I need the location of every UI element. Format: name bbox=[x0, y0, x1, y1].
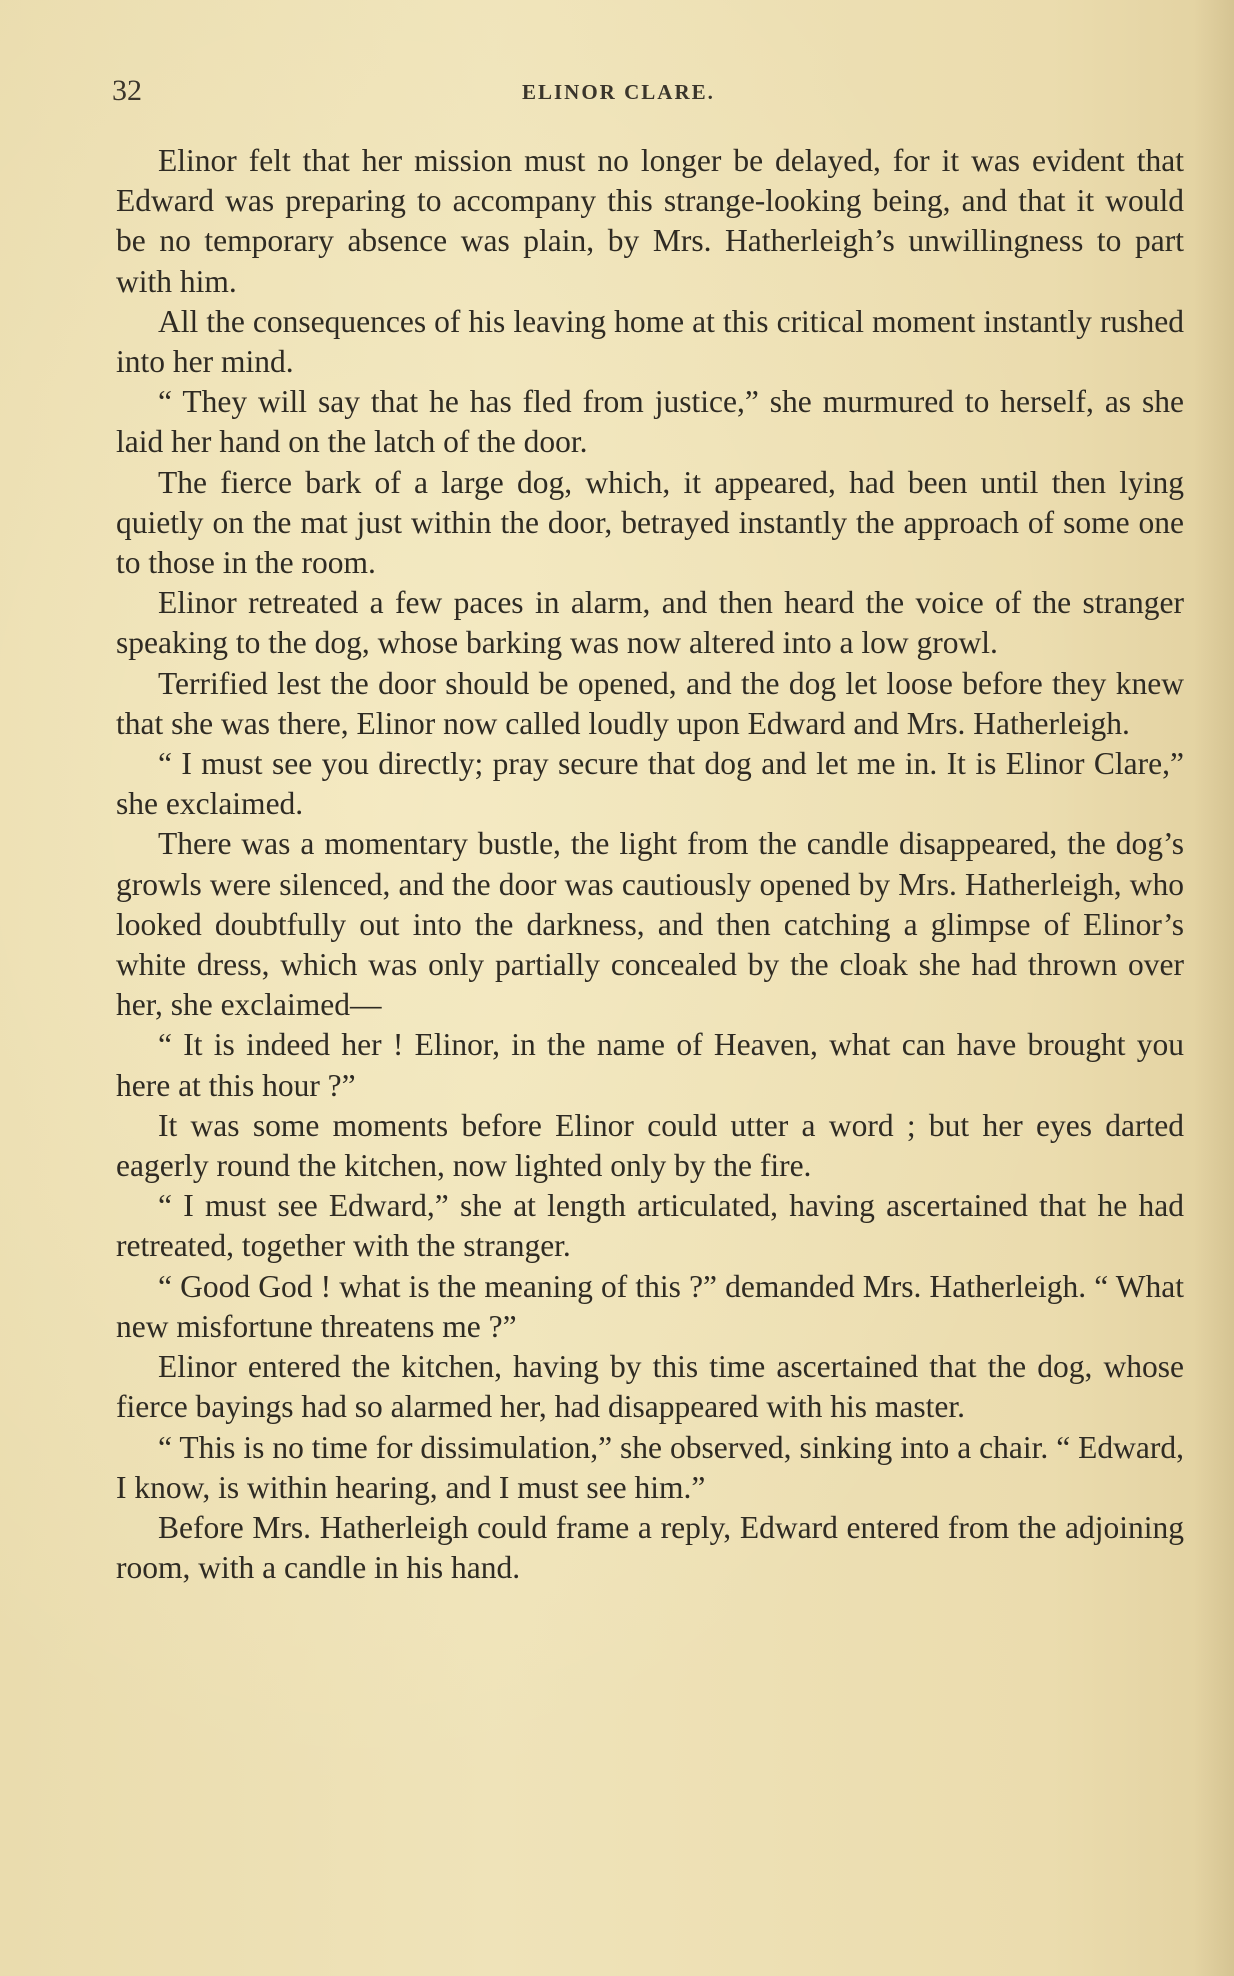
paragraph: Elinor felt that her mission must no longer be delayed, for it was evident that Edward was preparing to accompany this strange-looking being, and that it would be no temporary absence was plain, by Mrs. Hatherleigh’s unwillingness to part with him. bbox=[116, 143, 1184, 299]
paragraph: All the consequences of his leaving home at this critical moment instantly rushed into her mind. bbox=[116, 303, 1184, 380]
paragraph: “ This is no time for dissimulation,” she observed, sinking into a chair. “ Edward, I know, is within hearing, and I must see him.” bbox=[116, 1429, 1184, 1505]
paragraph: There was a momentary bustle, the light from the candle disappeared, the dog’s growls were silenced, and the door was cautiously opened by Mrs. Hatherleigh, who looked doubtfully out into the darkness, and then catching a glimpse of Elinor’s white dress, which was only partially concealed by the cloak she had thrown over her, she exclaimed— bbox=[116, 826, 1184, 1023]
paragraph: “ I must see you directly; pray secure that dog and let me in. It is Elinor Clare,” she exclaimed. bbox=[116, 746, 1184, 822]
paragraph: Before Mrs. Hatherleigh could frame a reply, Edward entered from the adjoining room, with a candle in his hand. bbox=[116, 1509, 1184, 1586]
paragraph: Elinor retreated a few paces in alarm, and then heard the voice of the stranger speaking to the dog, whose barking was now altered into a low growl. bbox=[116, 585, 1184, 661]
paragraph: Terrified lest the door should be opened, and the dog let loose before they knew that she was there, Elinor now called loudly upon Edward and Mrs. Hatherleigh. bbox=[116, 665, 1184, 741]
paragraph: “ They will say that he has fled from justice,” she murmured to herself, as she laid her hand on the latch of the door. bbox=[116, 384, 1184, 460]
page-edge-shadow bbox=[1194, 0, 1234, 1976]
running-title: ELINOR CLARE. bbox=[522, 80, 715, 104]
body-text bbox=[116, 141, 1184, 1588]
paragraph: Elinor entered the kitchen, having by this time ascertained that the dog, whose fierce bayings had so alarmed her, had disappeared with his master. bbox=[116, 1349, 1184, 1425]
paragraph: “ It is indeed her ! Elinor, in the name of Heaven, what can have brought you here at this hour ?” bbox=[116, 1027, 1184, 1103]
paragraph: It was some moments before Elinor could utter a word ; but her eyes darted eagerly round the kitchen, now lighted only by the fire. bbox=[116, 1107, 1184, 1184]
paragraph: “ I must see Edward,” she at length articulated, having ascertained that he had retreated, together with the stranger. bbox=[116, 1188, 1184, 1264]
page-header bbox=[112, 74, 1184, 114]
page-number: 32 bbox=[112, 74, 142, 107]
paragraph: “ Good God ! what is the meaning of this ?” demanded Mrs. Hatherleigh. “ What new misfortune threatens me ?” bbox=[116, 1268, 1184, 1344]
paragraph: The fierce bark of a large dog, which, it appeared, had been until then lying quietly on the mat just within the door, betrayed instantly the approach of some one to those in the room. bbox=[116, 464, 1184, 581]
